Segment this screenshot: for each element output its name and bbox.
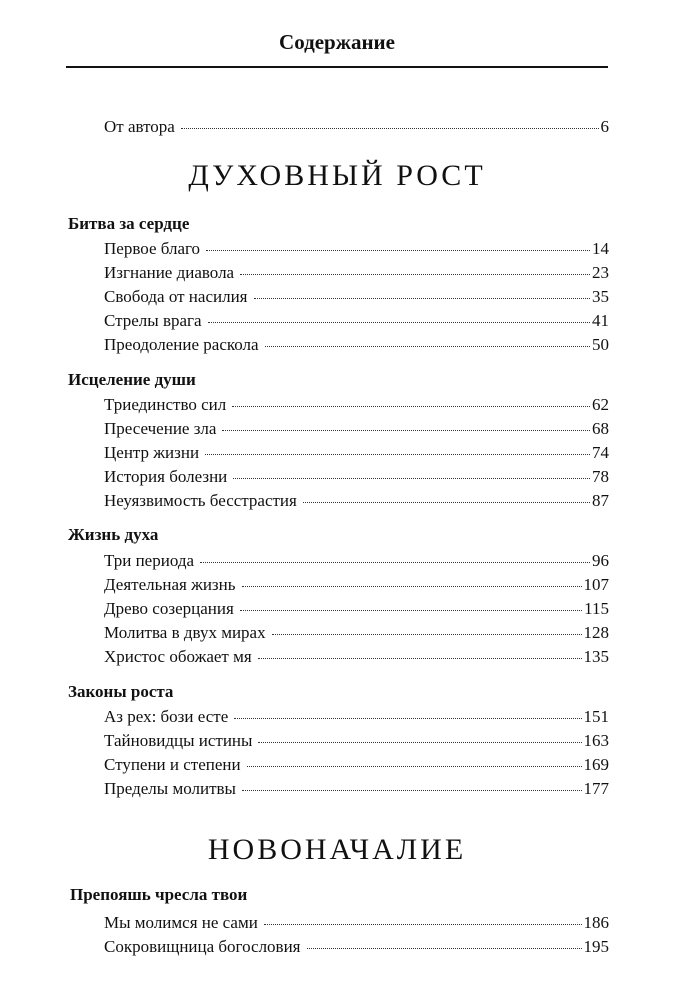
toc-entry-title: Изгнание диавола	[104, 263, 235, 282]
section-title: Битва за сердце	[68, 214, 190, 233]
toc-entry-page: 195	[583, 937, 609, 956]
leader-dots	[254, 298, 591, 299]
toc-entry-page: 74	[592, 443, 609, 462]
toc-entry-page: 14	[592, 239, 609, 258]
toc-entry-page: 68	[592, 419, 609, 438]
toc-entry[interactable]	[104, 490, 609, 512]
section-title: Жизнь духа	[68, 525, 159, 544]
leader-dots	[181, 128, 599, 129]
toc-entry[interactable]	[104, 550, 609, 572]
section-title: Законы роста	[68, 682, 174, 701]
section-title: Исцеление души	[68, 370, 196, 389]
toc-entry-title: Стрелы врага	[104, 311, 202, 330]
toc-entry-title: Деятельная жизнь	[104, 575, 236, 594]
leader-dots	[264, 924, 582, 925]
toc-entry[interactable]	[104, 622, 609, 644]
toc-entry[interactable]	[104, 286, 609, 308]
toc-entry-title: Пределы молитвы	[104, 779, 236, 798]
leader-dots	[242, 586, 582, 587]
toc-entry-page: 177	[583, 779, 609, 798]
leader-dots	[232, 406, 590, 407]
section-title: Препояшь чресла твои	[70, 885, 248, 904]
toc-entry-title: Молитва в двух мирах	[104, 623, 266, 642]
toc-entry[interactable]	[104, 574, 609, 596]
toc-entry-page: 186	[583, 913, 609, 932]
toc-entry-page: 62	[592, 395, 609, 414]
toc-entry[interactable]	[104, 466, 609, 488]
part-title: ДУХОВНЫЙ РОСТ	[188, 159, 486, 192]
leader-dots	[307, 948, 582, 949]
toc-entry[interactable]	[104, 646, 609, 668]
toc-entry[interactable]	[104, 912, 609, 934]
toc-entry-page: 6	[600, 117, 609, 136]
toc-entry-page: 135	[583, 647, 609, 666]
toc-entry-title: Аз рех: бози есте	[104, 707, 229, 726]
leader-dots	[206, 250, 590, 251]
toc-entry-title: Христос обожает мя	[104, 647, 252, 666]
leader-dots	[242, 790, 582, 791]
toc-entry-title: Тайновидцы истины	[104, 731, 253, 750]
toc-entry-title: Пресечение зла	[104, 419, 217, 438]
leader-dots	[233, 478, 590, 479]
toc-entry[interactable]	[104, 418, 609, 440]
leader-dots	[258, 658, 582, 659]
leader-dots	[247, 766, 582, 767]
toc-entry-title: Центр жизни	[104, 443, 200, 462]
part-title: НОВОНАЧАЛИЕ	[207, 833, 467, 866]
toc-entry-title: Преодоление раскола	[104, 335, 259, 354]
toc-entry-page: 107	[583, 575, 609, 594]
toc-entry-page: 115	[584, 599, 609, 618]
toc-entry-title: Первое благо	[104, 239, 201, 258]
toc-entry-title: Мы молимся не сами	[104, 913, 258, 932]
toc-entry[interactable]	[104, 936, 609, 958]
leader-dots	[200, 562, 590, 563]
leader-dots	[234, 718, 581, 719]
toc-entry-page: 87	[592, 491, 609, 510]
toc-entry-page: 128	[583, 623, 609, 642]
toc-entry-page: 151	[583, 707, 609, 726]
toc-entry-page: 169	[583, 755, 609, 774]
toc-entry-page: 163	[583, 731, 609, 750]
leader-dots	[303, 502, 590, 503]
toc-entry-title: Древо созерцания	[104, 599, 234, 618]
toc-entry[interactable]	[104, 310, 609, 332]
toc-entry-page: 78	[592, 467, 609, 486]
leader-dots	[222, 430, 590, 431]
toc-entry[interactable]	[104, 754, 609, 776]
toc-entry-page: 41	[592, 311, 609, 330]
toc-entry-page: 35	[592, 287, 609, 306]
toc-entry-title: Триединство сил	[104, 395, 227, 414]
leader-dots	[208, 322, 590, 323]
toc-entry[interactable]	[104, 706, 609, 728]
toc-entry-page: 96	[592, 551, 609, 570]
leader-dots	[205, 454, 590, 455]
toc-entry[interactable]	[104, 730, 609, 752]
toc-entry-title: История болезни	[104, 467, 228, 486]
toc-entry-page: 50	[592, 335, 609, 354]
leader-dots	[265, 346, 590, 347]
leader-dots	[272, 634, 582, 635]
toc-entry[interactable]	[104, 442, 609, 464]
toc-entry-preface[interactable]	[104, 116, 609, 138]
toc-entry-title: Сокровищница богословия	[104, 937, 301, 956]
leader-dots	[240, 610, 582, 611]
toc-entry-title: Три периода	[104, 551, 195, 570]
toc-entry[interactable]	[104, 262, 609, 284]
toc-entry[interactable]	[104, 334, 609, 356]
toc-entry[interactable]	[104, 238, 609, 260]
page-title: Содержание	[279, 30, 395, 54]
toc-entry[interactable]	[104, 598, 609, 620]
toc-entry-title: Ступени и степени	[104, 755, 241, 774]
toc-entry[interactable]	[104, 394, 609, 416]
toc-entry-title: Неуязвимость бесстрастия	[104, 491, 297, 510]
toc-entry-title: От автора	[104, 117, 175, 136]
leader-dots	[258, 742, 581, 743]
toc-entry-page: 23	[592, 263, 609, 282]
toc-entry-title: Свобода от насилия	[104, 287, 248, 306]
leader-dots	[240, 274, 590, 275]
header-rule	[66, 66, 608, 68]
toc-entry[interactable]	[104, 778, 609, 800]
